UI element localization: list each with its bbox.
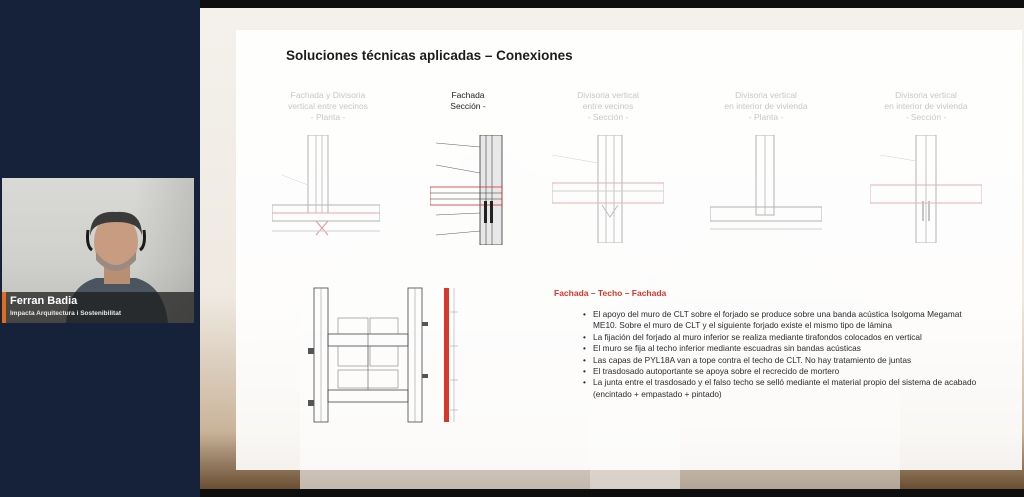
column-title-4-line-1: Divisoria vertical bbox=[735, 90, 797, 100]
bullet-item: • El apoyo del muro de CLT sobre el forjado se produce sobre una banda acústica Isolgoma Megamat ME10. Sobre el muro de CLT y el siguiente forjado existe el mismo tipo de lámina bbox=[583, 309, 983, 332]
section-title: Fachada – Techo – Fachada bbox=[554, 288, 667, 298]
column-title-3-line-2: entre vecinos bbox=[582, 101, 634, 111]
webcam-video-tile[interactable] bbox=[2, 178, 194, 323]
presentation-slide bbox=[236, 30, 1022, 470]
column-title-5-line-1: Divisoria vertical bbox=[895, 90, 957, 100]
column-title-4-line-3: - Planta - bbox=[748, 112, 784, 122]
detail-drawing-facade-ceiling-facade[interactable] bbox=[308, 282, 468, 428]
bullet-item: • La junta entre el trasdosado y el falso techo se selló mediante el material propio del sistema de acabado (encintado + empastado + pintado) bbox=[583, 377, 983, 400]
column-title-1-line-1: Fachada y Divisoria bbox=[290, 90, 366, 100]
column-title-3-line-1: Divisoria vertical bbox=[577, 90, 639, 100]
column-title-1-line-2: vertical entre vecinos bbox=[288, 101, 368, 111]
column-title-5-line-2: en interior de vivienda bbox=[884, 101, 968, 111]
bullet-item: • La fijación del forjado al muro inferior se realiza mediante tirafondos colocados en vertical bbox=[583, 332, 983, 343]
name-tag-accent bbox=[2, 292, 6, 323]
top-black-bar bbox=[200, 0, 1024, 8]
detail-drawing-facade-section[interactable] bbox=[430, 135, 508, 245]
presenter-name-tag bbox=[2, 292, 194, 323]
column-title-3 bbox=[548, 90, 668, 123]
detail-drawing-interior-wall-section[interactable] bbox=[870, 135, 982, 243]
column-title-2-line-2: Sección - bbox=[450, 101, 486, 111]
column-title-1-line-3: - Planta - bbox=[310, 112, 346, 122]
bullet-list bbox=[583, 309, 983, 400]
bottom-black-bar bbox=[200, 489, 1024, 497]
bullet-item: • Las capas de PYL18A van a tope contra el techo de CLT. No hay tratamiento de juntas bbox=[583, 355, 983, 366]
column-title-5-line-3: - Sección - bbox=[905, 112, 947, 122]
detail-drawing-facade-party-wall-plan[interactable] bbox=[272, 135, 380, 243]
column-title-5 bbox=[866, 90, 986, 123]
slide-title: Soluciones técnicas aplicadas – Conexiones bbox=[286, 48, 573, 63]
presenter-organization: Impacta Arquitectura i Sostenibilitat bbox=[10, 310, 122, 317]
column-title-4 bbox=[706, 90, 826, 123]
column-title-4-line-2: en interior de vivienda bbox=[724, 101, 808, 111]
column-title-2-line-1: Fachada bbox=[451, 90, 485, 100]
detail-drawing-party-wall-section[interactable] bbox=[552, 135, 664, 243]
detail-drawing-interior-wall-plan[interactable] bbox=[710, 135, 822, 243]
bullet-item: • El muro se fija al techo inferior mediante escuadras sin bandas acústicas bbox=[583, 343, 983, 354]
column-title-3-line-3: - Sección - bbox=[587, 112, 629, 122]
presenter-name: Ferran Badia bbox=[10, 295, 78, 307]
column-title-1 bbox=[268, 90, 388, 123]
column-title-2 bbox=[408, 90, 528, 112]
bullet-item: • El trasdosado autoportante se apoya sobre el recrecido de mortero bbox=[583, 366, 983, 377]
